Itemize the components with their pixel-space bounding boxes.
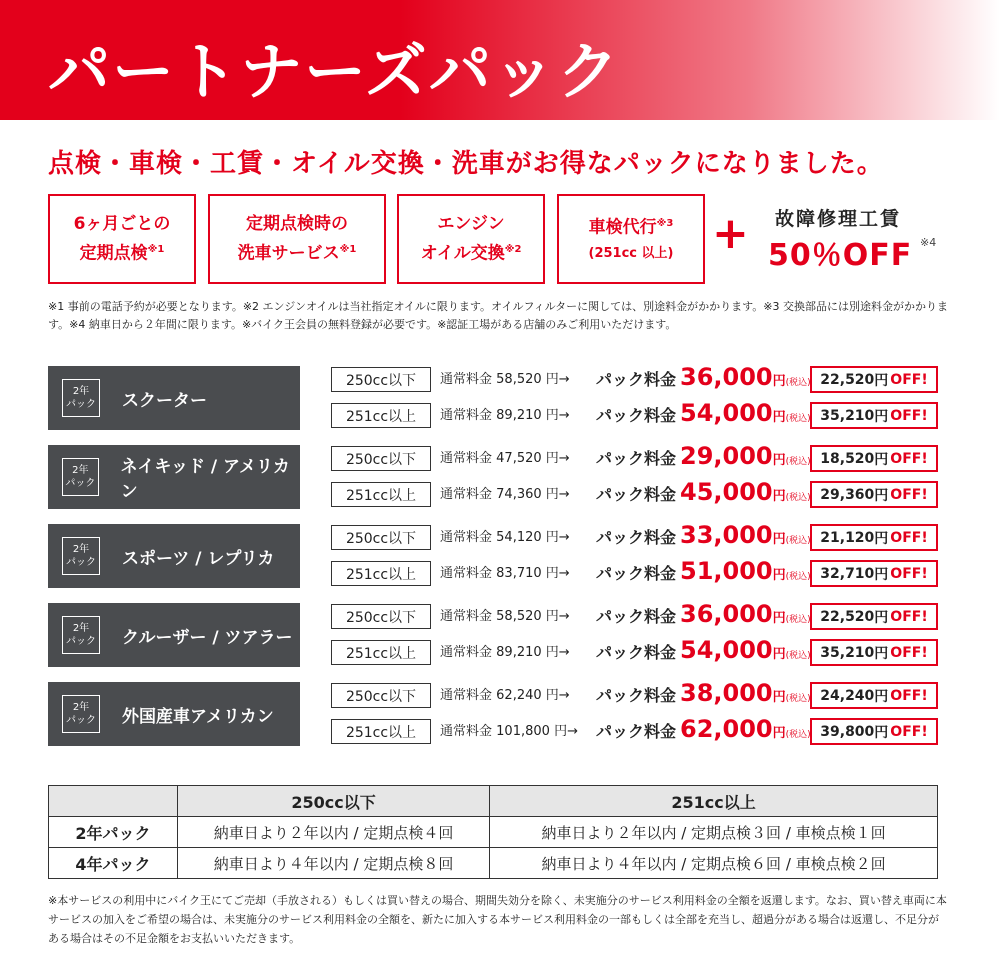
discount-yen: 円	[874, 408, 889, 425]
pack-price-yen: 円	[772, 690, 786, 705]
pack-price-value: 36,000	[680, 363, 773, 391]
subtitle: 点検・車検・工賃・オイル交換・洗車がお得なパックになりました。	[48, 149, 884, 179]
discount-value: 32,710	[820, 565, 875, 582]
badge-line2: パック	[66, 715, 96, 726]
pack-price-tax: (税込)	[785, 615, 811, 625]
pack-price-value: 54,000	[680, 636, 773, 664]
regular-price-value: 89,210	[496, 645, 542, 660]
cc-label: 251cc以上	[331, 719, 431, 744]
service-note: ※3	[656, 218, 674, 230]
pack-price-label: パック料金	[596, 406, 677, 425]
badge-line1: 2年	[72, 465, 89, 476]
regular-price-label: 通常料金	[440, 487, 493, 502]
discount-yen: 円	[874, 724, 889, 741]
table-cell: 納車日より２年以内 / 定期点検４回	[178, 817, 490, 848]
regular-price-arrow: 円→	[545, 609, 570, 624]
discount-value: 35,210	[820, 407, 875, 424]
discount-yen: 円	[874, 609, 889, 626]
regular-price	[440, 403, 570, 428]
badge-line2: パック	[66, 636, 96, 647]
footer-note: ※本サービスの利用中にバイク王にてご売却（手放される）もしくは買い替えの場合、期間失効分を除く、未実施分のサービス利用料金の全額を返還します。なお、買い替え車両に本サービスの加入をご希望の場合は、未実施分のサービス利用料金の全額を、新たに加入する本サービス利用料金の一部もしくは全部を充当し、超過分がある場合は返還し、不足分がある場合はその不足金額をお支払いいただきます。	[48, 894, 947, 945]
regular-price	[440, 683, 570, 708]
regular-price-label: 通常料金	[440, 645, 493, 660]
discount-badge	[810, 718, 938, 745]
regular-price-arrow: 円→	[545, 566, 570, 581]
table-row	[49, 817, 938, 848]
pack-price-tax: (税込)	[785, 651, 811, 661]
badge-line1: 2年	[72, 623, 90, 634]
plus-icon: +	[712, 208, 749, 259]
discount-off: OFF!	[890, 687, 928, 704]
pack-price-label: パック料金	[596, 643, 677, 662]
discount-off: OFF!	[890, 371, 928, 388]
pack-price-value: 38,000	[680, 679, 773, 707]
pack-price	[596, 638, 811, 669]
table-row	[49, 848, 938, 879]
regular-price-label: 通常料金	[440, 451, 493, 466]
pack-price	[596, 480, 811, 511]
service-line2: 洗車サービス	[237, 243, 340, 264]
discount-badge	[810, 524, 938, 551]
regular-price-value: 101,800	[496, 724, 550, 739]
pack-price-yen: 円	[772, 374, 786, 389]
discount-value: 39,800	[820, 723, 875, 740]
cc-label: 250cc以下	[331, 367, 431, 392]
pack-price	[596, 523, 811, 554]
pack-price-tax: (税込)	[785, 414, 811, 424]
service-box-inspection	[48, 194, 196, 284]
discount-badge	[810, 402, 938, 429]
pack-price-tax: (税込)	[785, 378, 811, 388]
regular-price-value: 89,210	[496, 408, 542, 423]
pack-price-tax: (税込)	[785, 730, 811, 740]
regular-price	[440, 719, 578, 744]
regular-price-value: 47,520	[496, 451, 542, 466]
table-header-cell: 251cc以上	[490, 786, 938, 817]
regular-price-arrow: 円→	[554, 724, 578, 739]
category-label	[48, 603, 300, 667]
table-header-cell: 250cc以下	[178, 786, 490, 817]
regular-price-label: 通常料金	[440, 566, 493, 581]
cc-label: 250cc以下	[331, 604, 431, 629]
regular-price	[440, 367, 570, 392]
badge-line1: 2年	[72, 544, 90, 555]
service-box-oil	[397, 194, 545, 284]
regular-price-arrow: 円→	[545, 487, 570, 502]
pack-price-yen: 円	[772, 647, 786, 662]
pack-badge	[62, 379, 100, 417]
cc-label: 250cc以下	[331, 683, 431, 708]
pack-price-label: パック料金	[596, 686, 677, 705]
pack-badge	[62, 616, 100, 654]
discount-value: 29,360	[820, 486, 875, 503]
discount-value: 24,240	[820, 687, 875, 704]
service-line2: オイル交換	[420, 243, 505, 264]
service-box-wash	[208, 194, 386, 284]
pack-price	[596, 444, 811, 475]
badge-line2: パック	[66, 557, 96, 568]
regular-price	[440, 482, 570, 507]
regular-price-label: 通常料金	[440, 688, 493, 703]
pack-price-yen: 円	[772, 453, 786, 468]
badge-line2: パック	[66, 399, 96, 410]
pack-price-label: パック料金	[596, 528, 677, 547]
category-name: クルーザー / ツアラー	[122, 627, 293, 648]
pack-price-label: パック料金	[596, 449, 677, 468]
regular-price-value: 74,360	[496, 487, 542, 502]
regular-price-label: 通常料金	[440, 530, 493, 545]
discount-yen: 円	[874, 487, 889, 504]
pack-price	[596, 681, 811, 712]
pack-price-tax: (税込)	[785, 457, 811, 467]
pack-price-value: 51,000	[680, 557, 773, 585]
badge-line1: 2年	[72, 386, 90, 397]
category-name: スポーツ / レプリカ	[122, 548, 275, 569]
pack-price-tax: (税込)	[785, 694, 811, 704]
discount-badge	[810, 445, 938, 472]
pack-price-value: 36,000	[680, 600, 773, 628]
page-title: パートナーズパック	[48, 35, 621, 108]
discount-off: OFF!	[890, 565, 928, 582]
table-cell: 納車日より２年以内 / 定期点検３回 / 車検点検１回	[490, 817, 938, 848]
regular-price-label: 通常料金	[440, 609, 493, 624]
regular-price	[440, 604, 570, 629]
category-name: ネイキッド / アメリカン	[120, 457, 290, 502]
pack-price-tax: (税込)	[785, 536, 811, 546]
period-table	[48, 785, 938, 879]
category-name: 外国産車アメリカン	[122, 706, 274, 727]
discount-badge	[810, 682, 938, 709]
pack-price-value: 62,000	[680, 715, 773, 743]
pack-badge	[62, 695, 100, 733]
discount-badge	[810, 603, 938, 630]
regular-price-arrow: 円→	[545, 530, 570, 545]
regular-price-arrow: 円→	[545, 372, 570, 387]
table-row-label: 2年パック	[49, 817, 178, 848]
discount-yen: 円	[874, 688, 889, 705]
repair-note: ※4	[920, 236, 937, 249]
discount-badge	[810, 481, 938, 508]
discount-badge	[810, 560, 938, 587]
pack-price	[596, 602, 811, 633]
regular-price-label: 通常料金	[440, 408, 493, 423]
discount-value: 21,120	[820, 529, 875, 546]
service-line1: エンジン	[437, 214, 505, 235]
repair-discount: 50％OFF	[768, 238, 913, 273]
pack-price-yen: 円	[772, 532, 786, 547]
table-row-label: 4年パック	[49, 848, 178, 879]
pack-price-value: 54,000	[680, 399, 773, 427]
discount-yen: 円	[874, 645, 889, 662]
discount-off: OFF!	[890, 644, 928, 661]
regular-price	[440, 561, 570, 586]
repair-label: 故障修理工賃	[775, 208, 902, 230]
regular-price	[440, 640, 570, 665]
category-name: スクーター	[122, 390, 207, 411]
discount-yen: 円	[874, 530, 889, 547]
pack-price-label: パック料金	[596, 564, 677, 583]
discount-badge	[810, 366, 938, 393]
service-note: ※1	[147, 244, 165, 256]
regular-price	[440, 446, 570, 471]
regular-price-value: 58,520	[496, 609, 542, 624]
regular-price-value: 83,710	[496, 566, 542, 581]
regular-price-label: 通常料金	[440, 372, 493, 387]
table-cell: 納車日より４年以内 / 定期点検８回	[178, 848, 490, 879]
pack-price-yen: 円	[772, 489, 786, 504]
discount-yen: 円	[874, 451, 889, 468]
pack-price-yen: 円	[772, 568, 786, 583]
pack-badge	[62, 458, 99, 496]
pack-price-tax: (税込)	[785, 572, 811, 582]
category-label	[48, 445, 300, 509]
pack-price-value: 29,000	[680, 442, 773, 470]
discount-value: 18,520	[820, 450, 875, 467]
pack-price-yen: 円	[772, 726, 786, 741]
service-note: ※2	[504, 244, 522, 256]
cc-label: 251cc以上	[331, 403, 431, 428]
pack-price	[596, 559, 811, 590]
service-notes: ※1 事前の電話予約が必要となります。※2 エンジンオイルは当社指定オイルに限ります。オイルフィルターに関しては、別途料金がかかります。※3 交換部品には別途料金がかかります。※4 納車日から２年間に限ります。※バイク王会員の無料登録が必要です。※認証工場がある店舗のみご利用いただけます。	[48, 300, 948, 331]
service-line1: 定期点検時の	[246, 214, 348, 235]
cc-label: 251cc以上	[331, 482, 431, 507]
regular-price-arrow: 円→	[545, 408, 570, 423]
pack-price-label: パック料金	[596, 485, 677, 504]
regular-price-arrow: 円→	[545, 688, 570, 703]
category-label	[48, 366, 300, 430]
badge-line2: パック	[65, 478, 96, 489]
service-note: ※1	[339, 244, 357, 256]
discount-off: OFF!	[890, 407, 928, 424]
cc-label: 250cc以下	[331, 525, 431, 550]
category-label	[48, 524, 300, 588]
pack-price	[596, 401, 811, 432]
service-line1: 車検代行	[588, 217, 657, 238]
pack-price-label: パック料金	[596, 370, 677, 389]
discount-value: 35,210	[820, 644, 875, 661]
pack-price-tax: (税込)	[785, 493, 811, 503]
hero-banner	[0, 0, 1000, 120]
regular-price-arrow: 円→	[545, 645, 570, 660]
regular-price-value: 62,240	[496, 688, 542, 703]
pack-price-label: パック料金	[596, 722, 677, 741]
pack-price-yen: 円	[772, 410, 786, 425]
discount-badge	[810, 639, 938, 666]
category-label	[48, 682, 300, 746]
service-line2: (251cc 以上)	[588, 245, 674, 261]
service-box-shaken	[557, 194, 705, 284]
cc-label: 251cc以上	[331, 640, 431, 665]
discount-off: OFF!	[890, 450, 928, 467]
regular-price-arrow: 円→	[545, 451, 570, 466]
discount-off: OFF!	[890, 529, 928, 546]
pack-price-value: 45,000	[680, 478, 773, 506]
pack-badge	[62, 537, 100, 575]
table-cell: 納車日より４年以内 / 定期点検６回 / 車検点検２回	[490, 848, 938, 879]
table-header-cell	[49, 786, 178, 817]
discount-off: OFF!	[890, 486, 928, 503]
regular-price-value: 54,120	[496, 530, 542, 545]
pack-price-value: 33,000	[680, 521, 773, 549]
table-header-row	[49, 786, 938, 817]
discount-yen: 円	[874, 372, 889, 389]
pack-price-label: パック料金	[596, 607, 677, 626]
cc-label: 251cc以上	[331, 561, 431, 586]
discount-yen: 円	[874, 566, 889, 583]
pack-price	[596, 365, 811, 396]
service-line2: 定期点検	[79, 243, 148, 264]
discount-off: OFF!	[890, 723, 928, 740]
regular-price	[440, 525, 570, 550]
discount-value: 22,520	[820, 608, 875, 625]
service-line1: 6ヶ月ごとの	[73, 214, 171, 235]
regular-price-value: 58,520	[496, 372, 542, 387]
badge-line1: 2年	[72, 702, 90, 713]
discount-value: 22,520	[820, 371, 875, 388]
pack-price	[596, 717, 811, 748]
discount-off: OFF!	[890, 608, 928, 625]
regular-price-label: 通常料金	[440, 724, 493, 739]
pack-price-yen: 円	[772, 611, 786, 626]
cc-label: 250cc以下	[331, 446, 431, 471]
